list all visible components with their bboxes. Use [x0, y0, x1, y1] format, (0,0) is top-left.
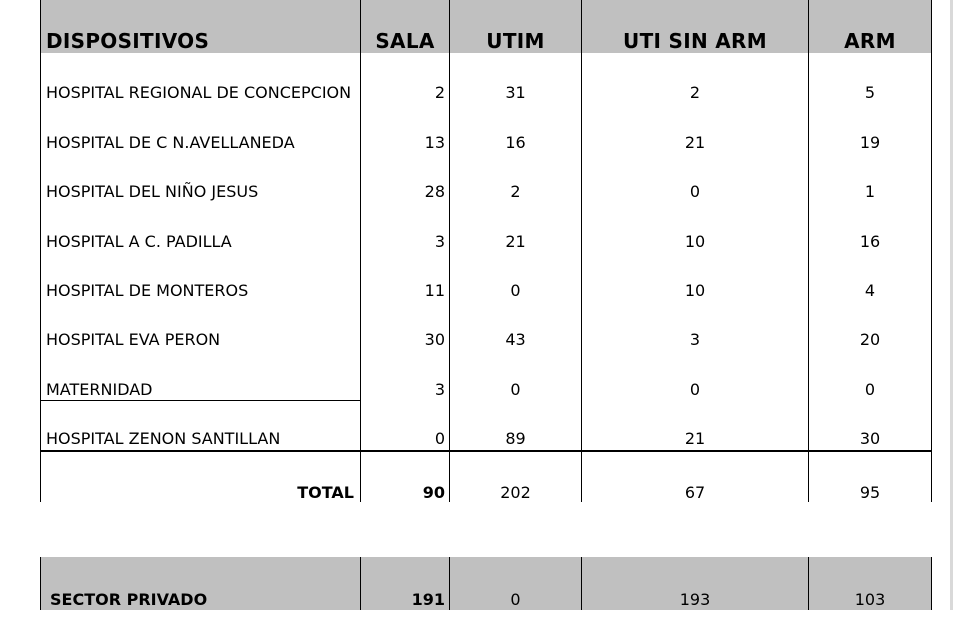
row-uti-sin-arm: 3 [689, 329, 701, 349]
grid-line [808, 0, 809, 502]
row-arm: 4 [864, 280, 876, 300]
header-uti-sin-arm: UTI SIN ARM [623, 29, 767, 53]
header-utim: UTIM [486, 29, 545, 53]
row-arm: 5 [864, 82, 876, 102]
row-utim: 2 [510, 181, 521, 201]
row-sala: 30 [424, 329, 445, 349]
row-separator [40, 400, 360, 401]
row-sala: 3 [434, 231, 445, 251]
row-utim: 16 [505, 132, 526, 152]
row-sala: 3 [434, 379, 445, 399]
row-arm: 20 [859, 329, 881, 349]
row-sala: 0 [434, 428, 445, 448]
privado-arm: 103 [854, 589, 886, 609]
grid-line [40, 557, 41, 610]
row-utim: 43 [505, 329, 526, 349]
total-sala: 90 [422, 482, 445, 502]
grid-line [931, 557, 932, 610]
row-sala: 13 [424, 132, 445, 152]
row-arm: 30 [859, 428, 881, 448]
row-name: HOSPITAL ZENON SANTILLAN [46, 428, 281, 448]
total-label: TOTAL [297, 482, 354, 502]
privado-uti-sin-arm: 193 [679, 589, 711, 609]
grid-line [581, 0, 582, 502]
row-uti-sin-arm: 10 [684, 231, 706, 251]
row-utim: 89 [505, 428, 526, 448]
header-arm: ARM [844, 29, 896, 53]
grid-line [449, 0, 450, 502]
page-edge [950, 0, 953, 610]
row-arm: 16 [859, 231, 881, 251]
row-name: HOSPITAL DE C N.AVELLANEDA [46, 132, 295, 152]
row-uti-sin-arm: 21 [684, 428, 706, 448]
header-sala: SALA [375, 29, 435, 53]
row-name: MATERNIDAD [46, 379, 153, 399]
row-uti-sin-arm: 21 [684, 132, 706, 152]
row-name: HOSPITAL REGIONAL DE CONCEPCION [46, 82, 352, 102]
row-utim: 31 [505, 82, 526, 102]
row-arm: 19 [859, 132, 881, 152]
row-uti-sin-arm: 0 [689, 181, 701, 201]
total-arm: 95 [859, 482, 881, 502]
privado-label: SECTOR PRIVADO [50, 589, 208, 609]
header-dispositivos: DISPOSITIVOS [46, 29, 210, 53]
row-uti-sin-arm: 0 [689, 379, 701, 399]
row-sala: 2 [434, 82, 445, 102]
grid-line [360, 0, 361, 502]
row-arm: 0 [864, 379, 876, 399]
row-uti-sin-arm: 10 [684, 280, 706, 300]
row-uti-sin-arm: 2 [689, 82, 701, 102]
row-arm: 1 [864, 181, 876, 201]
grid-line [360, 557, 361, 610]
row-name: HOSPITAL A C. PADILLA [46, 231, 232, 251]
row-utim: 0 [510, 379, 521, 399]
grid-line [40, 0, 41, 502]
total-uti-sin-arm: 67 [684, 482, 706, 502]
total-separator [40, 450, 932, 452]
row-name: HOSPITAL DEL NIÑO JESUS [46, 181, 259, 201]
row-name: HOSPITAL EVA PERON [46, 329, 221, 349]
row-sala: 28 [424, 181, 445, 201]
row-name: HOSPITAL DE MONTEROS [46, 280, 249, 300]
row-utim: 0 [510, 280, 521, 300]
grid-line [931, 0, 932, 502]
row-sala: 11 [424, 280, 445, 300]
total-utim: 202 [500, 482, 531, 502]
privado-sala: 191 [411, 589, 445, 609]
privado-utim: 0 [510, 589, 521, 609]
row-utim: 21 [505, 231, 526, 251]
